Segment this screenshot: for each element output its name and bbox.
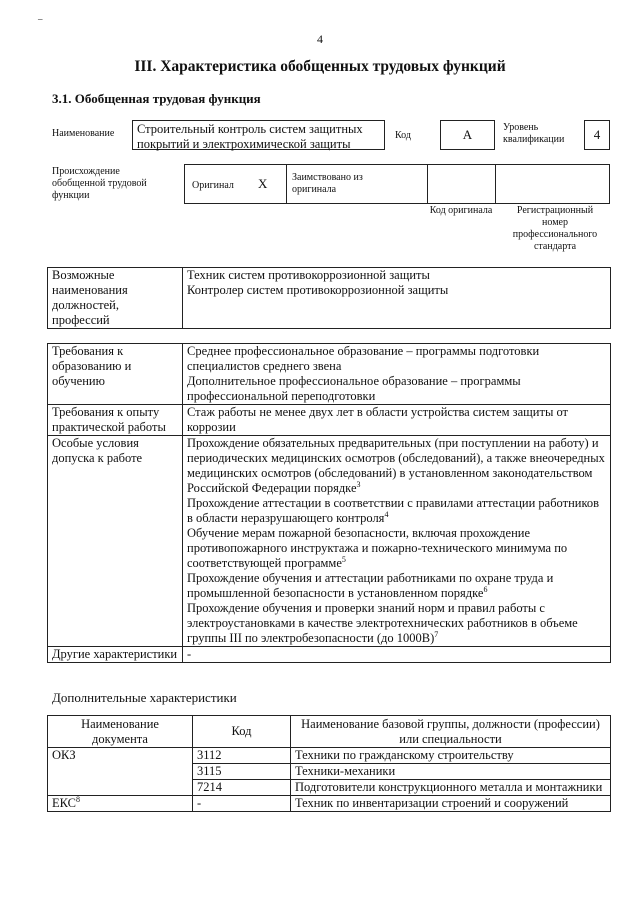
extra-title: Дополнительные характеристики (52, 690, 237, 705)
qualification-level: 4 (584, 120, 610, 150)
footnote-ref: 5 (341, 554, 346, 564)
positions-table (47, 267, 611, 329)
header-code: Код (193, 716, 291, 748)
extra-table (47, 715, 611, 812)
education-line: Дополнительное профессиональное образование – программы профессиональной переподготовки (187, 374, 521, 403)
condition-item: Прохождение обязательных предварительных (при поступлении на работу) и периодических медицинских осмотров (обследований), а также внеочередных медицинских осмотров (обследований) в установленном законодательством Российской Федерации порядке$^3$ (187, 436, 605, 495)
footnote-ref: 8 (76, 794, 80, 804)
doc-cell: ОКЗ (48, 748, 193, 796)
reg-number-label: Регистрационный номер профессионального стандарта (512, 205, 598, 252)
education-label: Требования к образованию и обучению (48, 344, 183, 405)
footnote-ref: 7 (434, 629, 439, 639)
experience-line: Стаж работы не менее двух лет в области устройства систем защиты от коррозии (187, 405, 569, 434)
borrowed-label: Заимствовано из оригинала (292, 172, 363, 195)
conditions-label: Особые условия допуска к работе (48, 436, 183, 647)
function-name: Строительный контроль систем защитных покрытий и электрохимической защиты (132, 120, 385, 150)
experience-label: Требования к опыту практической работы (48, 405, 183, 436)
name-cell: Подготовители конструкционного металла и монтажники (291, 780, 611, 796)
footnote-ref: 6 (483, 584, 488, 594)
header-name: Наименование базовой группы, должности (профессии) или специальности (291, 716, 611, 748)
header-doc: Наименование документа (48, 716, 193, 748)
origin-frame (184, 164, 610, 204)
condition-item: Прохождение аттестации в соответствии с правилами аттестации работников в области неразрушающего контроля$^4$ (187, 496, 600, 525)
doc-cell: ЕКС$^8$ (48, 796, 193, 812)
code-cell: 7214 (193, 780, 291, 796)
code-cell: 3115 (193, 764, 291, 780)
origin-divider-left (184, 164, 185, 204)
level-label: Уровень квалификации (503, 122, 565, 145)
positions-label: Возможные наименования должностей, профессий (48, 268, 183, 329)
origin-divider-2 (427, 164, 428, 204)
position-item: Контролер систем противокоррозионной защиты (187, 283, 449, 297)
code-cell: 3112 (193, 748, 291, 764)
original-mark: X (258, 176, 268, 191)
footnote-ref: 4 (384, 509, 389, 519)
condition-item: Прохождение обучения и проверки знаний норм и правил работы с электроустановками в качестве электротехнических работников в объеме группы III по электробезопасности (до 1000В)$^7$ (187, 601, 578, 645)
table-row (48, 796, 611, 812)
position-item: Техник систем противокоррозионной защиты (187, 268, 430, 282)
origin-divider-3 (495, 164, 496, 204)
name-label: Наименование (52, 128, 115, 139)
requirements-row-conditions (48, 436, 611, 647)
condition-item: Прохождение обучения и аттестации работниками по охране труда и промышленной безопасности в установленном порядке$^6$ (187, 571, 554, 600)
corner-mark: – (38, 14, 43, 24)
requirements-row-other (48, 647, 611, 663)
code-cell: - (193, 796, 291, 812)
name-cell: Техники-механики (291, 764, 611, 780)
name-cell: Техники по гражданскому строительству (291, 748, 611, 764)
name-cell: Техник по инвентаризации строений и сооружений (291, 796, 611, 812)
requirements-table (47, 343, 611, 663)
page-number: 4 (317, 32, 323, 46)
section-title: III. Характеристика обобщенных трудовых функций (134, 58, 506, 75)
original-label: Оригинал (192, 180, 234, 191)
other-value: - (183, 647, 611, 663)
subsection-title: 3.1. Обобщенная трудовая функция (52, 91, 261, 106)
function-code: A (440, 120, 495, 150)
education-line: Среднее профессиональное образование – программы подготовки специалистов среднего звена (187, 344, 540, 373)
origin-label: Происхождение обобщенной трудовой функции (52, 166, 147, 201)
positions-values (183, 268, 611, 329)
footnote-ref: 3 (356, 479, 361, 489)
requirements-row-education (48, 344, 611, 405)
table-row (48, 748, 611, 764)
requirements-row-experience (48, 405, 611, 436)
other-label: Другие характеристики (48, 647, 183, 663)
code-original-label: Код оригинала (429, 205, 493, 216)
origin-divider-1 (286, 164, 287, 204)
condition-item: Обучение мерам пожарной безопасности, включая прохождение противопожарного инструктажа и пожарно-технического минимума по соответствующей программе$^5$ (187, 526, 568, 570)
code-label: Код (395, 130, 411, 141)
